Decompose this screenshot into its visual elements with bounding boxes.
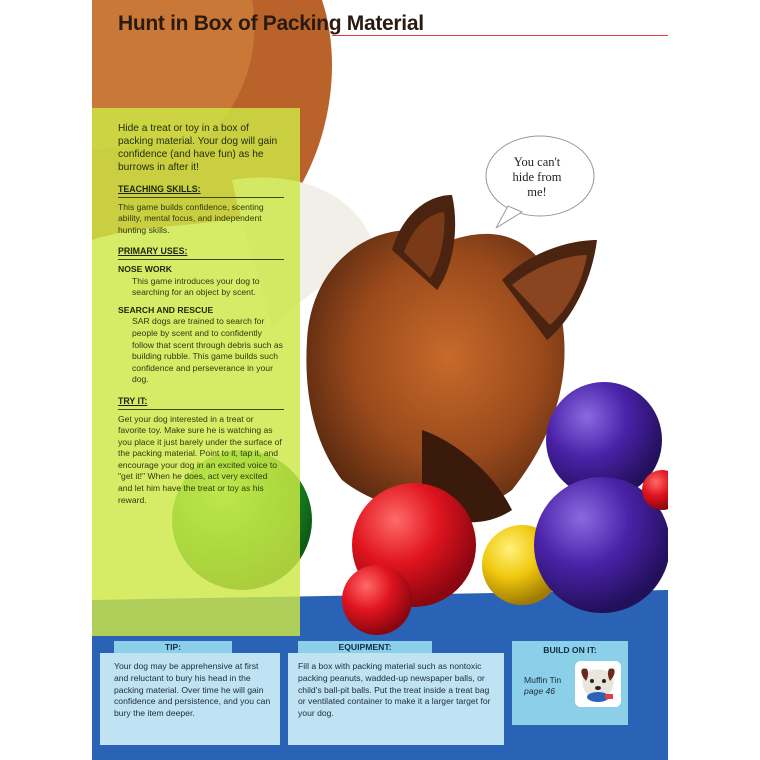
tryit-text: Get your dog interested in a treat or favorite toy. Make sure he is watching as you place it just barely under the surface of the packing material. Point to it, tap it, and encourage your dog in an excited voice to "get it!" When he does, act very excited and let him have the treat or toy as his reward. xyxy=(118,413,282,505)
use-label: SEARCH AND RESCUE xyxy=(118,304,214,315)
book-page xyxy=(92,0,668,760)
speech-bubble-text: You can't hide from me! xyxy=(512,155,562,199)
build-on-it-box[interactable] xyxy=(512,641,628,725)
build-heading: BUILD ON IT: xyxy=(543,645,597,655)
intro-text: Hide a treat or toy in a box of packing material. Your dog will gain confidence (and have fun) as he burrows in after it! xyxy=(118,123,278,173)
section-rule xyxy=(118,197,284,198)
equipment-text: Fill a box with packing material such as nontoxic packing peanuts, wadded-up newspaper balls, or child's ball-pit balls. Put the treat inside a treat bag or ventilated container to make it a larger target for your dog. xyxy=(298,661,491,719)
instructions-panel xyxy=(92,108,300,638)
tip-box xyxy=(100,653,280,745)
equipment-heading: EQUIPMENT: xyxy=(298,641,432,653)
section-rule xyxy=(118,259,284,260)
section-rule xyxy=(118,409,284,410)
use-text: SAR dogs are trained to search for people by scent and to confidently follow that scent through debris such as building rubble. This game builds such confidence and perseverance in your dog. xyxy=(132,316,283,385)
use-label: NOSE WORK xyxy=(118,263,172,274)
teaching-heading: TEACHING SKILLS: xyxy=(118,184,201,194)
equipment-box xyxy=(288,653,504,745)
tryit-heading: TRY IT: xyxy=(118,395,148,406)
page-title: Hunt in Box of Packing Material xyxy=(118,12,424,35)
teaching-text: This game builds confidence, scenting ability, mental focus, and independent hunting skills. xyxy=(118,201,264,235)
tip-heading: TIP: xyxy=(114,641,232,653)
build-link[interactable] xyxy=(524,675,561,697)
build-link-title: Muffin Tin xyxy=(524,675,562,685)
primary-heading: PRIMARY USES: xyxy=(118,246,188,257)
title-underline xyxy=(332,35,668,36)
use-text: This game introduces your dog to searching for an object by scent. xyxy=(132,275,260,298)
dog-thumbnail-icon xyxy=(575,661,621,707)
bottom-band xyxy=(92,636,668,760)
tip-text: Your dog may be apprehensive at first and reluctant to bury his head in the packing material. Over time he will gain confidence and persistence, and you can bury the item deeper. xyxy=(114,661,271,719)
build-link-page: page 46 xyxy=(524,686,556,696)
